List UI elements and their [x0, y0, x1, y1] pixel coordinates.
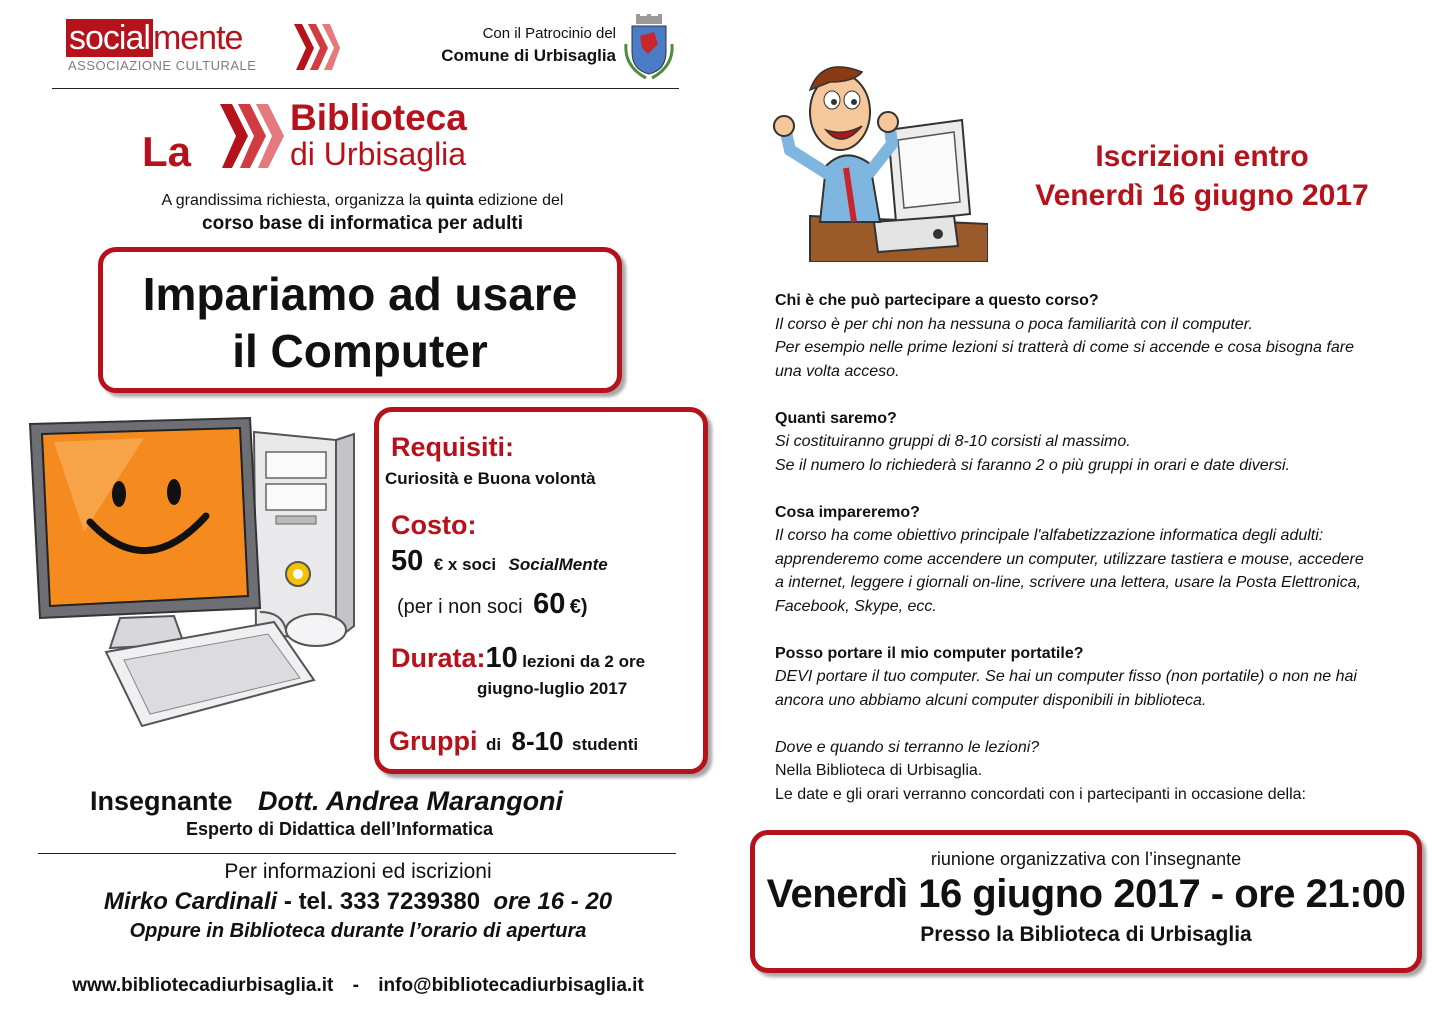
costo-label: Costo:: [391, 510, 477, 540]
requisiti-value: Curiosità e Buona volontà: [385, 469, 596, 488]
gruppi-text: studenti: [572, 735, 639, 754]
iscrizioni-line1: Iscrizioni entro: [1095, 140, 1309, 173]
logo-books-icon: [288, 20, 340, 72]
socialmente-logo: [66, 20, 341, 78]
iscrizioni-deadline: [1000, 137, 1404, 215]
intro-line1: [100, 190, 625, 211]
iscrizioni-line2: Venerdì 16 giugno 2017: [1035, 179, 1369, 212]
faq-section: [775, 289, 1415, 806]
teacher-name: Dott. Andrea Marangoni: [258, 786, 564, 816]
course-title-box: [98, 247, 622, 393]
email-link[interactable]: info@bibliotecadiurbisaglia.it: [378, 975, 644, 996]
biblioteca-title-line2: di Urbisaglia: [290, 136, 467, 172]
teacher-block: [90, 786, 640, 840]
costo-soci-name: SocialMente: [508, 555, 608, 574]
header-divider: [52, 88, 679, 89]
faq-answer-line: ancora uno abbiamo alcuni computer disponibili in biblioteca.: [775, 691, 1207, 709]
faq-question: Cosa impareremo?: [775, 503, 920, 521]
durata-number: 10: [485, 642, 518, 674]
costo-non-soci: [397, 588, 588, 621]
biblioteca-title-line1: Biblioteca: [290, 97, 467, 138]
faq-question: Posso portare il mio computer portatile?: [775, 644, 1084, 662]
durata-label: Durata:: [391, 643, 486, 673]
faq-answer-line: DEVI portare il tuo computer. Se hai un computer fisso (non portatile) o non ne hai: [775, 668, 1357, 685]
durata-period: giugno-luglio 2017: [477, 679, 628, 698]
faq-answer-line: Si costituiranno gruppi di 8-10 corsisti al massimo.: [775, 433, 1131, 450]
teacher-label: Insegnante: [90, 786, 233, 816]
costo-non-number: 60: [533, 588, 566, 620]
meeting-box: [750, 830, 1422, 973]
smiley-desktop-computer-icon: [24, 412, 360, 737]
meeting-line1: riunione organizzativa con l’insegnante: [930, 849, 1242, 869]
course-info-box: [374, 407, 708, 774]
contact-block: [40, 860, 676, 943]
costo-non-pre: (per i non soci: [397, 596, 523, 618]
faq-question-last: Dove e quando si terranno le lezioni?: [775, 738, 1040, 756]
contact-line2: [40, 888, 676, 916]
faq-answer-line: apprenderemo come accendere un computer, utilizzare tastiera e mouse, accedere: [775, 550, 1364, 568]
faq-question: Quanti saremo?: [775, 409, 897, 427]
faq-answer-line: Facebook, Skype, ecc.: [775, 597, 937, 615]
meeting-location: Presso la Biblioteca di Urbisaglia: [920, 923, 1252, 946]
biblioteca-la: La: [142, 128, 192, 175]
man-at-computer-icon: [770, 46, 988, 262]
municipal-crest-icon: [622, 14, 676, 82]
costo-soci: [391, 545, 608, 578]
requisiti-label: Requisiti:: [391, 432, 515, 462]
intro-line1-post: edizione del: [473, 192, 564, 209]
meeting-date-time: Venerdì 16 giugno 2017 - ore 21:00: [766, 872, 1406, 916]
website-link[interactable]: www.bibliotecadiurbisaglia.it: [72, 975, 334, 996]
books-logo-icon: [214, 100, 284, 172]
intro-line1-pre: A grandissima richiesta, organizza la: [161, 192, 426, 209]
durata-text: lezioni da 2 ore: [522, 652, 646, 671]
gruppi-row: [389, 726, 638, 757]
intro-line1-bold: quinta: [425, 192, 474, 209]
faq-answer-last-line2: Le date e gli orari verranno concordati con i partecipanti in occasione della:: [775, 785, 1306, 803]
contact-line3: Oppure in Biblioteca durante l’orario di apertura: [129, 920, 587, 942]
teacher-role: Esperto di Didattica dell’Informatica: [186, 819, 494, 839]
gruppi-label: Gruppi: [389, 726, 478, 756]
costo-soci-text: € x soci: [433, 555, 497, 574]
biblioteca-title: [290, 98, 467, 170]
intro-line2: corso base di informatica per adulti: [202, 213, 523, 234]
intro-text: [100, 190, 625, 234]
costo-soci-number: 50: [391, 545, 424, 577]
contact-hours: ore 16 - 20: [493, 888, 613, 915]
patrocinio-line1: Con il Patrocinio del: [482, 25, 616, 42]
course-title-line2: il Computer: [232, 325, 488, 377]
footer-links: [40, 975, 676, 997]
logo-word-social: social: [66, 19, 153, 57]
logo-word-mente: mente: [152, 19, 243, 57]
faq-answer-line: Il corso ha come obiettivo principale l'alfabetizzazione informatica degli adulti:: [775, 527, 1324, 544]
gruppi-number: 8-10: [511, 726, 564, 756]
teacher-line: [90, 786, 640, 817]
faq-answer-last-line1: Nella Biblioteca di Urbisaglia.: [775, 762, 983, 779]
gruppi-di: di: [485, 735, 502, 754]
contact-phone: - tel. 333 7239380: [277, 888, 481, 915]
faq-answer-line: Per esempio nelle prime lezioni si tratterà di come si accende e cosa bisogna fare: [775, 339, 1354, 356]
contact-divider: [38, 853, 676, 854]
faq-answer-line: Il corso è per chi non ha nessuna o poca familiarità con il computer.: [775, 315, 1253, 333]
footer-separator: -: [352, 975, 359, 996]
costo-non-post: €): [569, 596, 588, 618]
faq-answer-line: Se il numero lo richiederà si faranno 2 o più gruppi in orari e date diversi.: [775, 456, 1290, 474]
patrocinio-line2: Comune di Urbisaglia: [441, 46, 616, 65]
contact-line1: Per informazioni ed iscrizioni: [224, 860, 492, 883]
logo-subtitle: ASSOCIAZIONE CULTURALE: [68, 58, 257, 73]
course-title-line1: Impariamo ad usare: [142, 268, 578, 320]
faq-question: Chi è che può partecipare a questo corso?: [775, 292, 1099, 309]
faq-answer-line: una volta acceso.: [775, 362, 900, 380]
durata-row: [391, 642, 645, 675]
patrocinio-block: [404, 25, 616, 66]
faq-answer-line: a internet, leggere i giornali on-line, scrivere una lettera, usare la Posta Elettronica,: [775, 574, 1362, 591]
contact-name: Mirko Cardinali: [103, 888, 278, 915]
